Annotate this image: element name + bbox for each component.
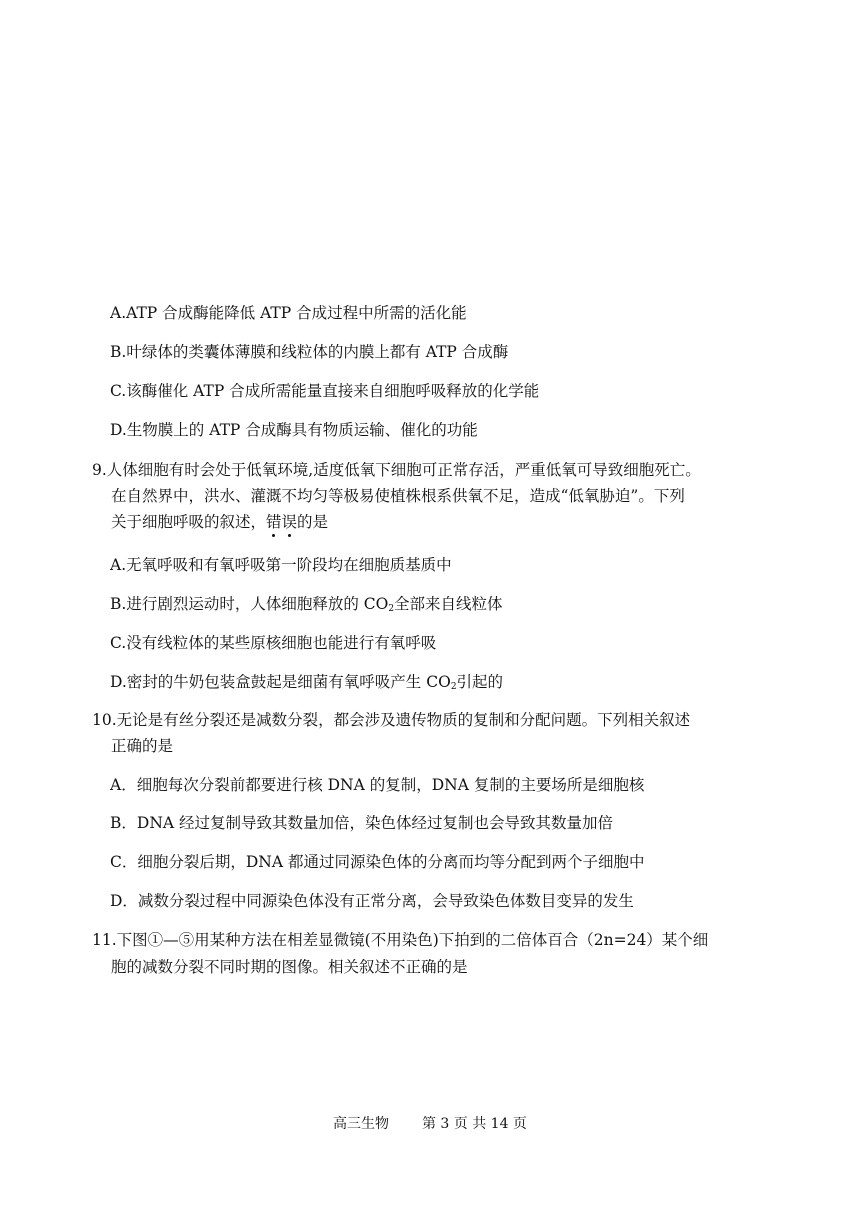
option-text: 引起的	[456, 673, 504, 691]
q11-stem-line1: 11.下图①—⑤用某种方法在相差显微镜(不用染色)下拍到的二倍体百合（2n=24）某个细	[92, 931, 709, 949]
q9-option-c: C.没有线粒体的某些原核细胞也能进行有氧呼吸	[110, 634, 437, 652]
q9-stem-line3	[111, 510, 328, 532]
q10-option-b: B．DNA 经过复制导致其数量加倍，染色体经过复制也会导致其数量加倍	[110, 814, 614, 832]
option-text: D.密封的牛奶包装盒鼓起是细菌有氧呼吸产生 CO	[110, 673, 451, 691]
q9-stem-text: 关于细胞呼吸的叙述，	[111, 513, 267, 531]
q10-option-a: A．细胞每次分裂前都要进行核 DNA 的复制，DNA 复制的主要场所是细胞核	[110, 776, 645, 794]
q9-stem-line1: 9.人体细胞有时会处于低氧环境,适度低氧下细胞可正常存活，严重低氧可导致细胞死亡。	[92, 461, 701, 479]
option-text: 全部来自线粒体	[394, 595, 503, 613]
q9-stem-line2: 在自然界中，洪水、灌溉不均匀等极易使植株根系供氧不足，造成“低氧胁迫”。下列	[111, 487, 685, 505]
q10-option-c: C．细胞分裂后期，DNA 都通过同源染色体的分离而均等分配到两个子细胞中	[110, 853, 645, 871]
subscript: 2	[388, 604, 395, 614]
emphasis-char: 错	[266, 510, 282, 532]
subscript: 2	[450, 682, 457, 692]
footer-subject: 高三生物	[333, 1116, 390, 1132]
q10-option-d: D．减数分裂过程中同源染色体没有正常分离，会导致染色体数目变异的发生	[110, 892, 634, 910]
footer-page-number: 第 3 页 共 14 页	[421, 1116, 527, 1132]
q10-stem-line1: 10.无论是有丝分裂还是减数分裂，都会涉及遗传物质的复制和分配问题。下列相关叙述	[92, 711, 691, 729]
q9-stem-text: 的是	[297, 513, 329, 531]
page-footer	[0, 1113, 860, 1133]
option-text: B.进行剧烈运动时，人体细胞释放的 CO	[110, 595, 389, 613]
q9-option-b	[110, 592, 503, 614]
q8-option-d: D.生物膜上的 ATP 合成酶具有物质运输、催化的功能	[110, 421, 478, 439]
q11-stem-line2: 胞的减数分裂不同时期的图像。相关叙述不正确的是	[111, 958, 468, 976]
q8-option-c: C.该酶催化 ATP 合成所需能量直接来自细胞呼吸释放的化学能	[110, 382, 540, 400]
q8-option-b: B.叶绿体的类囊体薄膜和线粒体的内膜上都有 ATP 合成酶	[110, 343, 509, 361]
q9-option-d	[110, 670, 503, 692]
q9-option-a: A.无氧呼吸和有氧呼吸第一阶段均在细胞质基质中	[110, 556, 452, 574]
emphasis-char: 误	[282, 510, 298, 532]
q10-stem-line2: 正确的是	[111, 737, 174, 755]
q8-option-a: A.ATP 合成酶能降低 ATP 合成过程中所需的活化能	[110, 304, 467, 322]
